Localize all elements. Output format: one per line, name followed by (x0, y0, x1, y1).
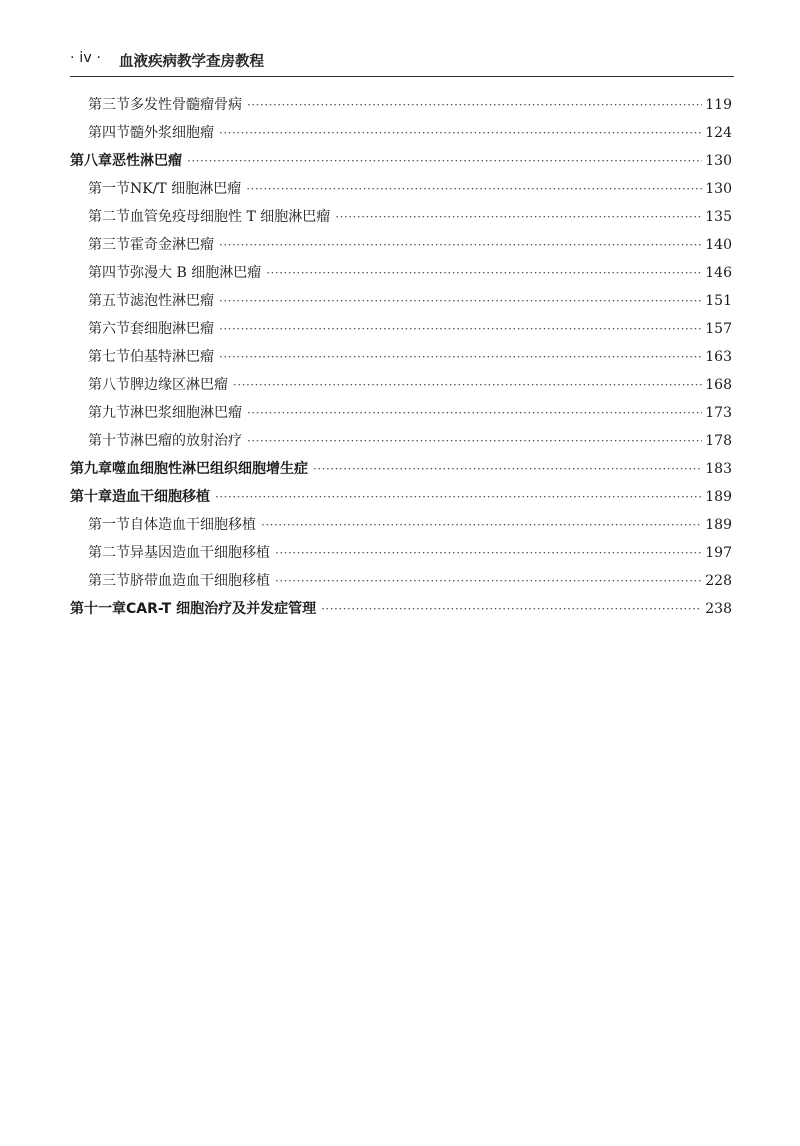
toc-section-entry[interactable] (70, 259, 732, 287)
toc-entry-number: 第九节 (88, 405, 130, 421)
dot-leader (215, 483, 702, 511)
toc-entry-title: 脐带血造血干细胞移植 (130, 573, 270, 589)
toc-entry-title: 恶性淋巴瘤 (112, 153, 182, 169)
toc-section-entry[interactable] (70, 175, 732, 203)
dot-leader (247, 399, 702, 427)
dot-leader (321, 595, 702, 623)
toc-section-entry[interactable] (70, 343, 732, 371)
toc-entry-title: 脾边缘区淋巴瘤 (130, 377, 228, 393)
toc-entry-title: 霍奇金淋巴瘤 (130, 237, 214, 253)
toc-entry-title: CAR-T 细胞治疗及并发症管理 (126, 601, 317, 617)
toc-entry-page: 168 (705, 377, 732, 393)
dot-leader (219, 119, 702, 147)
toc-entry-number: 第四节 (88, 125, 130, 141)
dot-leader (266, 259, 702, 287)
toc-entry-page: 135 (705, 209, 732, 225)
toc-entry-title: 套细胞淋巴瘤 (130, 321, 214, 337)
toc-entry-title: 淋巴浆细胞淋巴瘤 (130, 405, 242, 421)
toc-entry-number: 第九章 (70, 461, 112, 477)
toc-entry-title: 髓外浆细胞瘤 (130, 125, 214, 141)
toc-entry-number: 第十一章 (70, 601, 126, 617)
dot-leader (335, 203, 702, 231)
toc-entry-number: 第二节 (88, 209, 130, 225)
toc-entry-number: 第四节 (88, 265, 130, 281)
toc-entry-page: 130 (705, 181, 732, 197)
toc-entry-number: 第六节 (88, 321, 130, 337)
toc-entry-title: 自体造血干细胞移植 (130, 517, 256, 533)
running-header (70, 50, 734, 77)
toc-entry-page: 189 (705, 489, 732, 505)
toc-entry-page: 197 (705, 545, 732, 561)
toc-section-entry[interactable] (70, 511, 732, 539)
dot-leader (247, 427, 702, 455)
toc-entry-number: 第十节 (88, 433, 130, 449)
toc-entry-title: 多发性骨髓瘤骨病 (130, 97, 242, 113)
dot-leader (275, 539, 702, 567)
toc-chapter-entry[interactable] (70, 455, 732, 483)
dot-leader (219, 343, 702, 371)
dot-leader (247, 91, 702, 119)
toc-entry-title: 血管免疫母细胞性 T 细胞淋巴瘤 (130, 209, 331, 225)
toc-entry-number: 第三节 (88, 97, 130, 113)
toc-entry-page: 238 (705, 601, 732, 617)
book-title: 血液疾病教学查房教程 (119, 54, 265, 70)
dot-leader (219, 231, 702, 259)
toc-section-entry[interactable] (70, 371, 732, 399)
toc-entry-page: 151 (705, 293, 732, 309)
toc-entry-page: 163 (705, 349, 732, 365)
table-of-contents (70, 91, 732, 623)
toc-entry-page: 178 (705, 433, 732, 449)
toc-entry-number: 第十章 (70, 489, 112, 505)
toc-entry-title: 造血干细胞移植 (112, 489, 210, 505)
toc-entry-number: 第一节 (88, 517, 130, 533)
toc-entry-number: 第八节 (88, 377, 130, 393)
toc-entry-number: 第二节 (88, 545, 130, 561)
page-marker: · iv · (70, 50, 102, 66)
toc-entry-page: 183 (705, 461, 732, 477)
toc-section-entry[interactable] (70, 119, 732, 147)
toc-entry-page: 124 (705, 125, 732, 141)
dot-leader (246, 175, 702, 203)
toc-entry-number: 第三节 (88, 573, 130, 589)
dot-leader (187, 147, 702, 175)
toc-entry-page: 189 (705, 517, 732, 533)
dot-leader (275, 567, 702, 595)
toc-entry-page: 157 (705, 321, 732, 337)
toc-chapter-entry[interactable] (70, 483, 732, 511)
toc-entry-number: 第一节 (88, 181, 130, 197)
toc-entry-title: NK/T 细胞淋巴瘤 (130, 181, 242, 197)
dot-leader (313, 455, 702, 483)
toc-entry-page: 146 (705, 265, 732, 281)
dot-leader (219, 287, 702, 315)
toc-section-entry[interactable] (70, 315, 732, 343)
toc-entry-number: 第三节 (88, 237, 130, 253)
toc-section-entry[interactable] (70, 567, 732, 595)
toc-entry-page: 140 (705, 237, 732, 253)
toc-entry-page: 173 (705, 405, 732, 421)
toc-section-entry[interactable] (70, 231, 732, 259)
toc-entry-title: 淋巴瘤的放射治疗 (130, 433, 242, 449)
toc-entry-title: 弥漫大 B 细胞淋巴瘤 (130, 265, 262, 281)
toc-entry-page: 228 (705, 573, 732, 589)
toc-chapter-entry[interactable] (70, 595, 732, 623)
toc-section-entry[interactable] (70, 287, 732, 315)
dot-leader (233, 371, 702, 399)
dot-leader (261, 511, 702, 539)
toc-entry-page: 119 (705, 97, 732, 113)
dot-leader (219, 315, 702, 343)
toc-entry-number: 第七节 (88, 349, 130, 365)
toc-entry-number: 第八章 (70, 153, 112, 169)
toc-section-entry[interactable] (70, 427, 732, 455)
toc-entry-number: 第五节 (88, 293, 130, 309)
toc-section-entry[interactable] (70, 91, 732, 119)
toc-entry-title: 伯基特淋巴瘤 (130, 349, 214, 365)
toc-section-entry[interactable] (70, 399, 732, 427)
toc-entry-page: 130 (705, 153, 732, 169)
toc-chapter-entry[interactable] (70, 147, 732, 175)
toc-entry-title: 滤泡性淋巴瘤 (130, 293, 214, 309)
toc-entry-title: 异基因造血干细胞移植 (130, 545, 270, 561)
toc-section-entry[interactable] (70, 539, 732, 567)
toc-section-entry[interactable] (70, 203, 732, 231)
toc-entry-title: 噬血细胞性淋巴组织细胞增生症 (112, 461, 308, 477)
